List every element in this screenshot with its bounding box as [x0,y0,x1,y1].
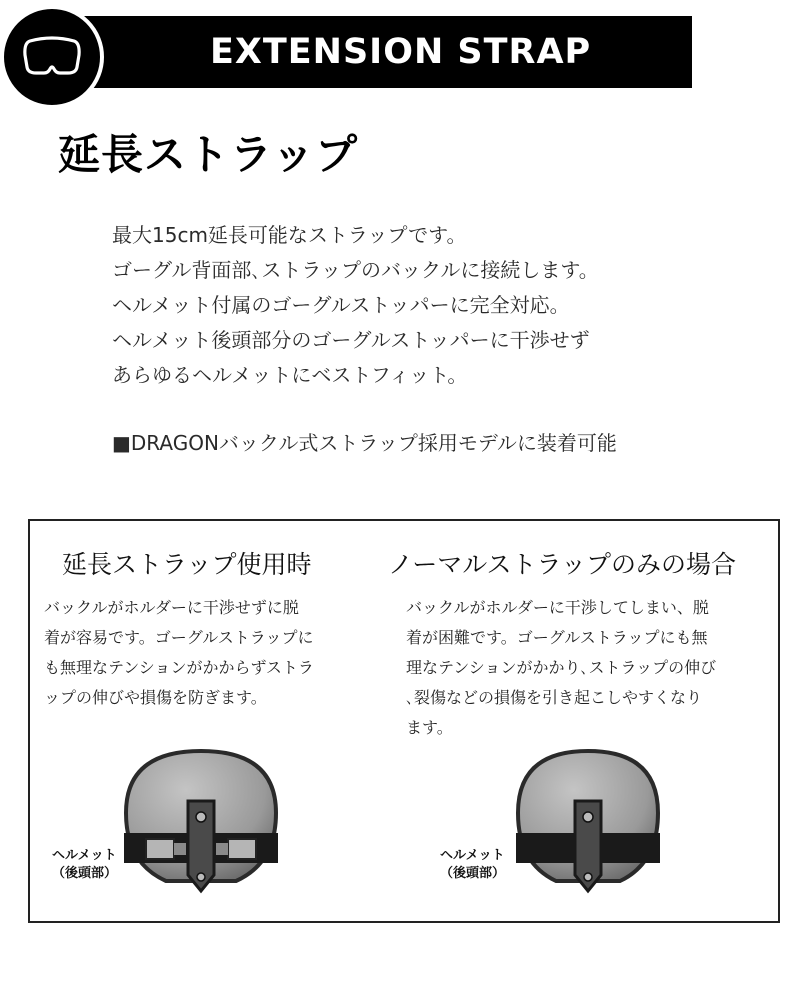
extension-text [44,593,314,713]
goggle-icon [22,31,82,83]
logo-badge [0,5,104,109]
helmet-label: ヘルメット （後頭部） [440,848,506,881]
header-title: EXTENSION STRAP [210,32,592,72]
description-line: ヘルメット付属のゴーグルストッパーに完全対応。 [112,293,570,317]
header-bar [28,16,692,88]
helmet-normal-illustration [508,743,668,903]
description-line: ゴーグル背面部､ストラップのバックルに接続します。 [112,258,599,282]
normal-text-line: 理なテンションがかかり､ストラップの伸び [406,658,717,677]
description-line: ヘルメット後頭部分のゴーグルストッパーに干渉せず [112,328,590,352]
normal-text-line: ､裂傷などの損傷を引き起こしやすくなり [406,688,703,707]
page-title: 延長ストラップ [58,130,359,179]
extension-text-line: も無理なテンションがかからずストラ [44,658,314,677]
comparison-box [28,519,780,923]
helmet-label: ヘルメット （後頭部） [52,848,118,881]
compatibility-note: ■DRAGONバックル式ストラップ採用モデルに装着可能 [112,431,617,455]
normal-text [406,593,716,743]
description [112,218,599,393]
description-line: 最大15cm延長可能なストラップです。 [112,223,467,247]
normal-title: ノーマルストラップのみの場合 [388,550,737,579]
extension-text-line: 着が容易です。ゴーグルストラップに [44,628,314,647]
extension-text-line: バックルがホルダーに干渉せずに脱 [44,598,299,617]
extension-title: 延長ストラップ使用時 [62,550,312,579]
normal-text-line: 着が困難です。ゴーグルストラップにも無 [406,628,708,647]
normal-text-line: ます。 [406,718,453,737]
helmet-extension-illustration [116,743,286,903]
description-line: あらゆるヘルメットにベストフィット。 [112,363,468,387]
extension-text-line: ップの伸びや損傷を防ぎます。 [44,688,267,707]
normal-text-line: バックルがホルダーに干渉してしまい、脱 [406,598,709,617]
